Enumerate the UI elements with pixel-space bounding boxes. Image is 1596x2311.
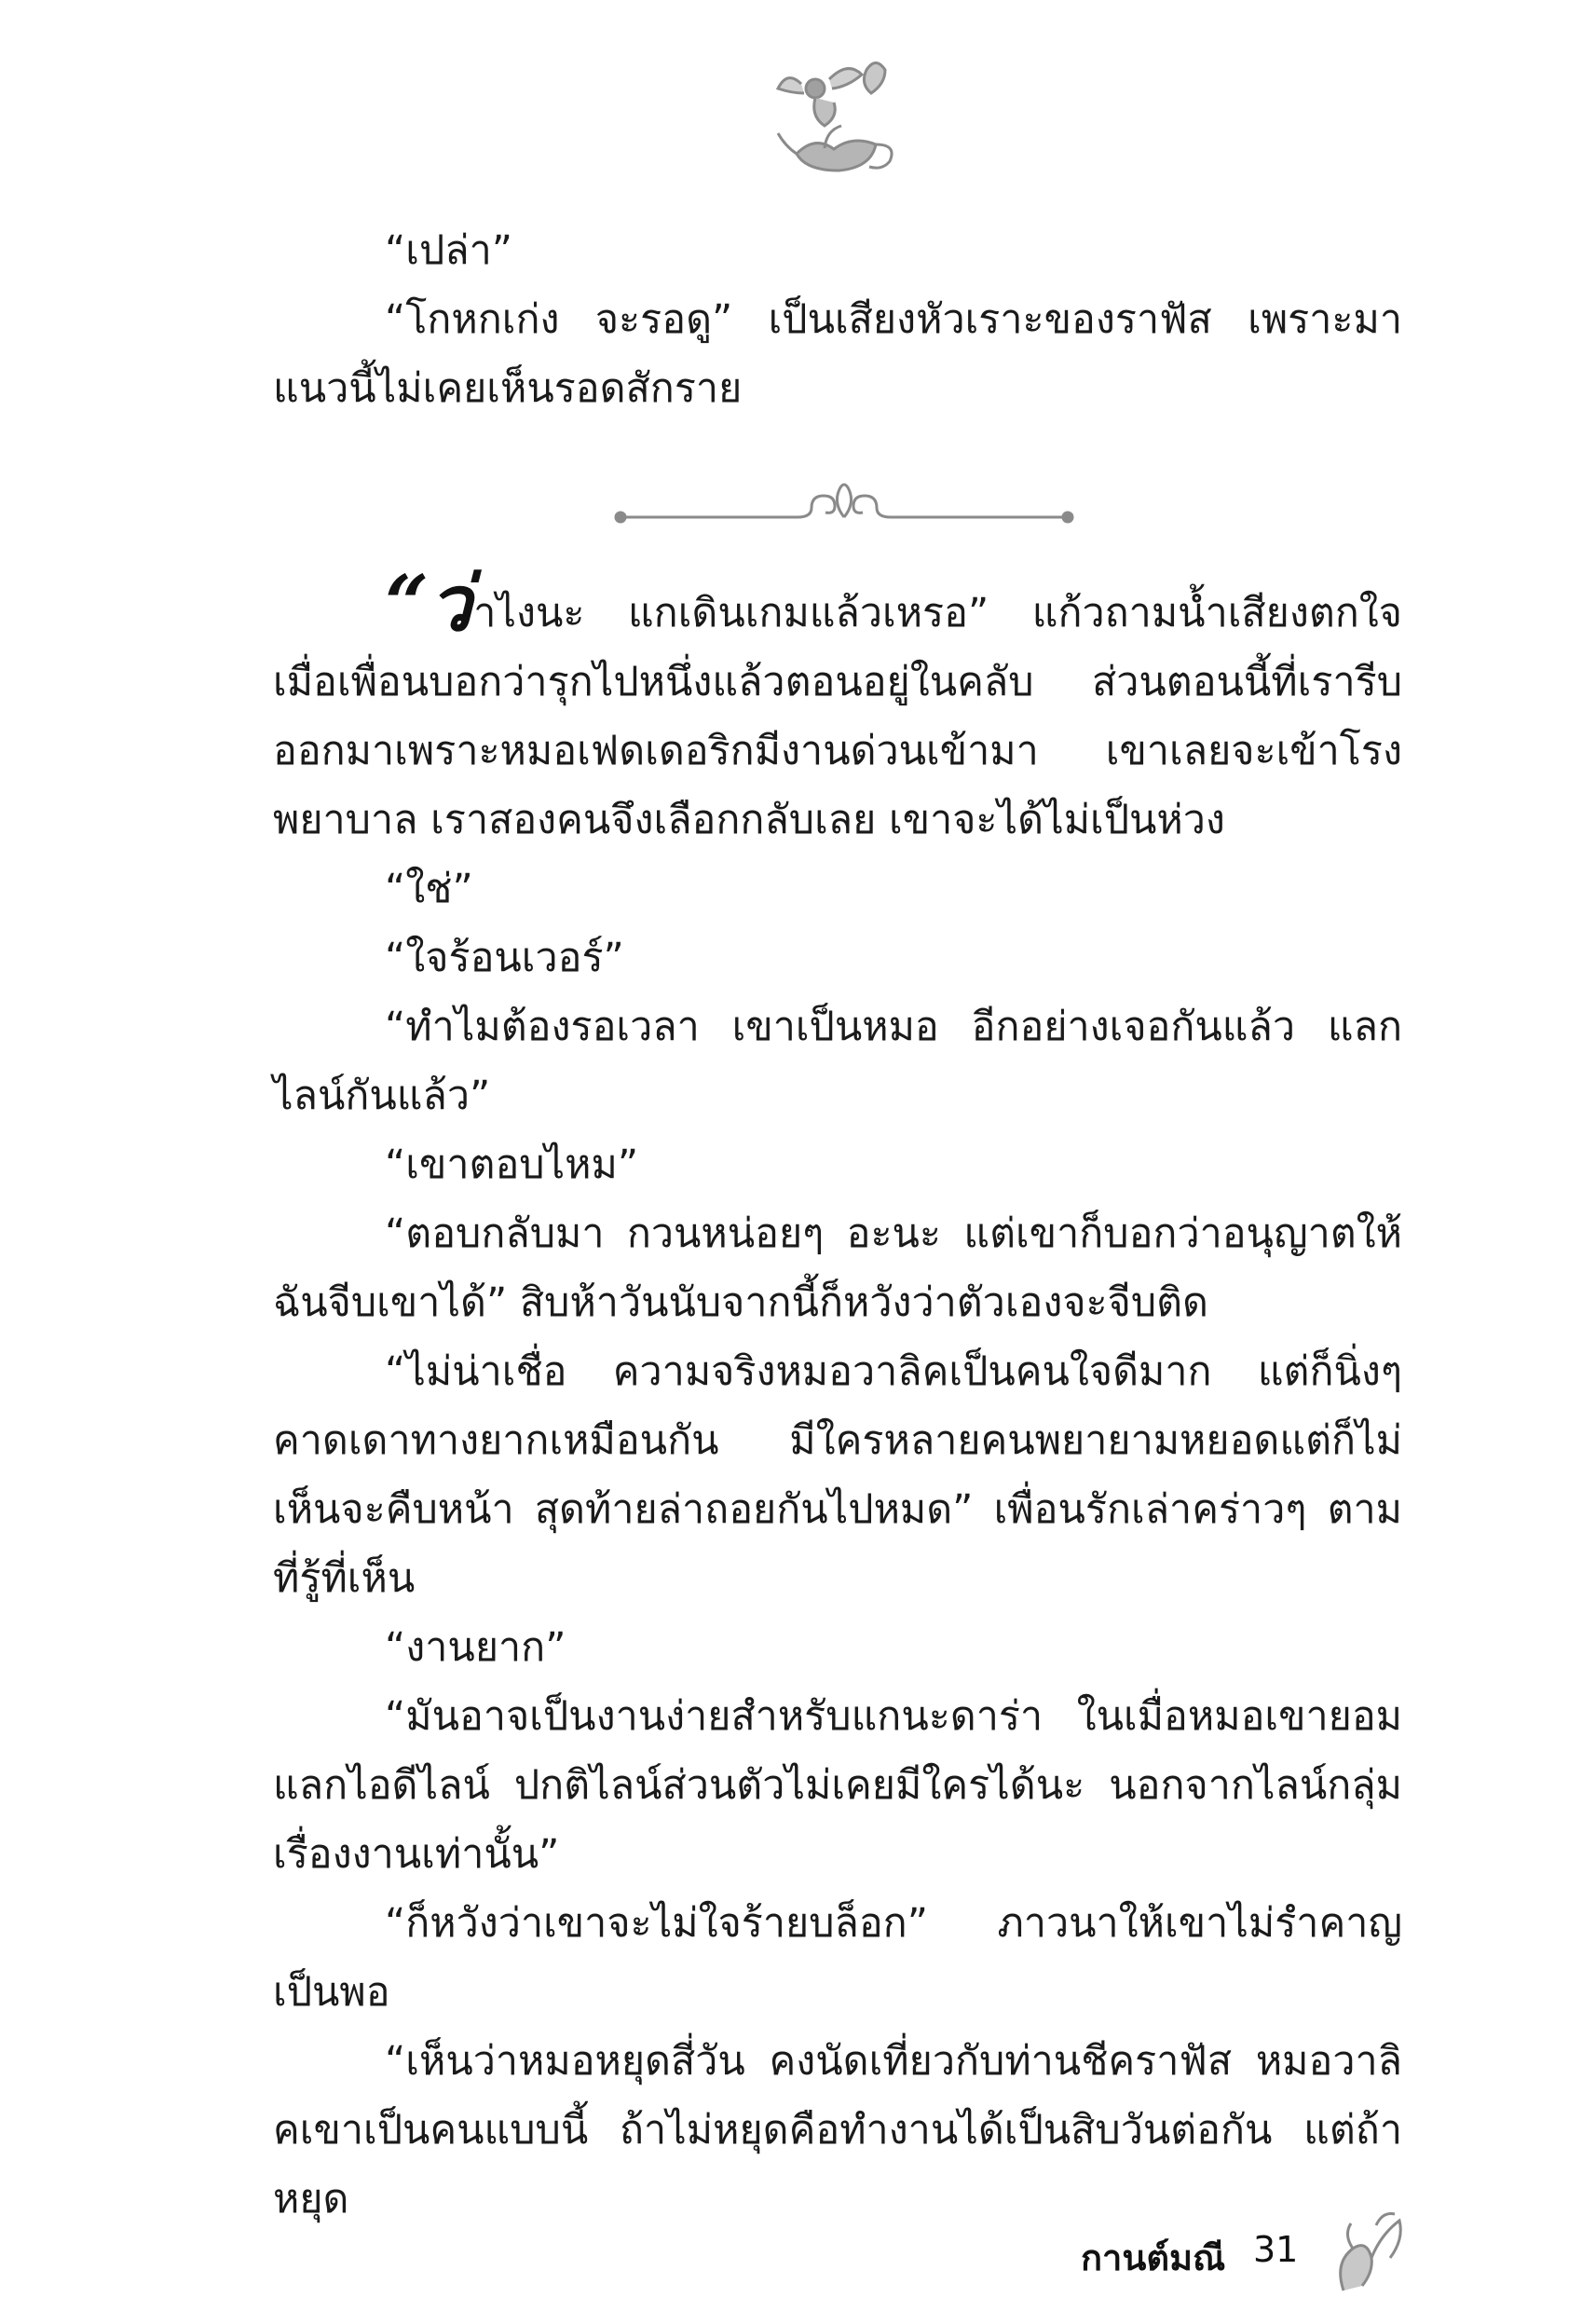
paragraph: “ใช่”: [385, 866, 473, 912]
drop-cap: “ว่: [385, 559, 472, 649]
page-number: 31: [1253, 2229, 1299, 2270]
first-paragraph: [273, 559, 1402, 855]
paragraph: “ใจร้อนเวอร์”: [385, 935, 624, 981]
paragraph: “มันอาจเป็นงานง่ายสำหรับแกนะดาร่า ในเมื่อหมอเขายอมแลกไอดีไลน์ ปกติไลน์ส่วนตัวไม่เคยมีใครได้นะ นอกจากไลน์กลุ่มเรื่องงานเท่านั้น”: [273, 1693, 1402, 1878]
paragraph: “ก็หวังว่าเขาจะไม่ใจร้ายบล็อก” ภาวนาให้เขาไม่รำคาญเป็นพอ: [273, 1900, 1402, 2016]
paragraph: “เปล่า”: [385, 227, 513, 274]
section-2: [273, 559, 1402, 2234]
paragraph: “เขาตอบไหม”: [385, 1142, 639, 1188]
cupid-teapot-ornament-icon: [759, 51, 908, 182]
author-name: กานต์มณี: [1081, 2237, 1226, 2278]
scroll-flourish-divider-icon: [611, 475, 1077, 531]
bird-ornament-icon: [1325, 2207, 1409, 2300]
page-footer: [1081, 2207, 1472, 2300]
section-1: [273, 216, 1402, 423]
paragraph: “ไม่น่าเชื่อ ความจริงหมอวาลิคเป็นคนใจดีมาก แต่ก็นิ่งๆ คาดเดาทางยากเหมือนกัน มีใครหลายคนพยายามหยอดแต่ก็ไม่เห็นจะคืบหน้า สุดท้ายล่าถอยกันไปหมด” เพื่อนรักเล่าคร่าวๆ ตามที่รู้ที่เห็น: [273, 1348, 1402, 1602]
paragraph: “เห็นว่าหมอหยุดสี่วัน คงนัดเที่ยวกับท่านชีคราฟัส หมอวาลิคเขาเป็นคนแบบนี้ ถ้าไม่หยุดคือทำงานได้เป็นสิบวันต่อกัน แต่ถ้าหยุด: [273, 2038, 1402, 2222]
paragraph: “ตอบกลับมา กวนหน่อยๆ อะนะ แต่เขาก็บอกว่าอนุญาตให้ฉันจีบเขาได้” สิบห้าวันนับจากนี้ก็หวังว่าตัวเองจะจีบติด: [273, 1210, 1402, 1326]
paragraph: “งานยาก”: [385, 1624, 566, 1671]
first-paragraph-text: าไงนะ แกเดินเกมแล้วเหรอ” แก้วถามน้ำเสียงตกใจ เมื่อเพื่อนบอกว่ารุกไปหนึ่งแล้วตอนอยู่ในคลับ ส่วนตอนนี้ที่เรารีบออกมาเพราะหมอเฟดเดอริกมีงานด่วนเข้ามา เขาเลยจะเข้าโรงพยาบาล เราสองคนจึงเลือกกลับเลย เขาจะได้ไม่เป็นห่วง: [273, 590, 1402, 843]
paragraph: “โกหกเก่ง จะรอดู” เป็นเสียงหัวเราะของราฟัส เพราะมาแนวนี้ไม่เคยเห็นรอดสักราย: [273, 296, 1402, 412]
paragraph: “ทำไมต้องรอเวลา เขาเป็นหมอ อีกอย่างเจอกันแล้ว แลกไลน์กันแล้ว”: [273, 1004, 1402, 1119]
